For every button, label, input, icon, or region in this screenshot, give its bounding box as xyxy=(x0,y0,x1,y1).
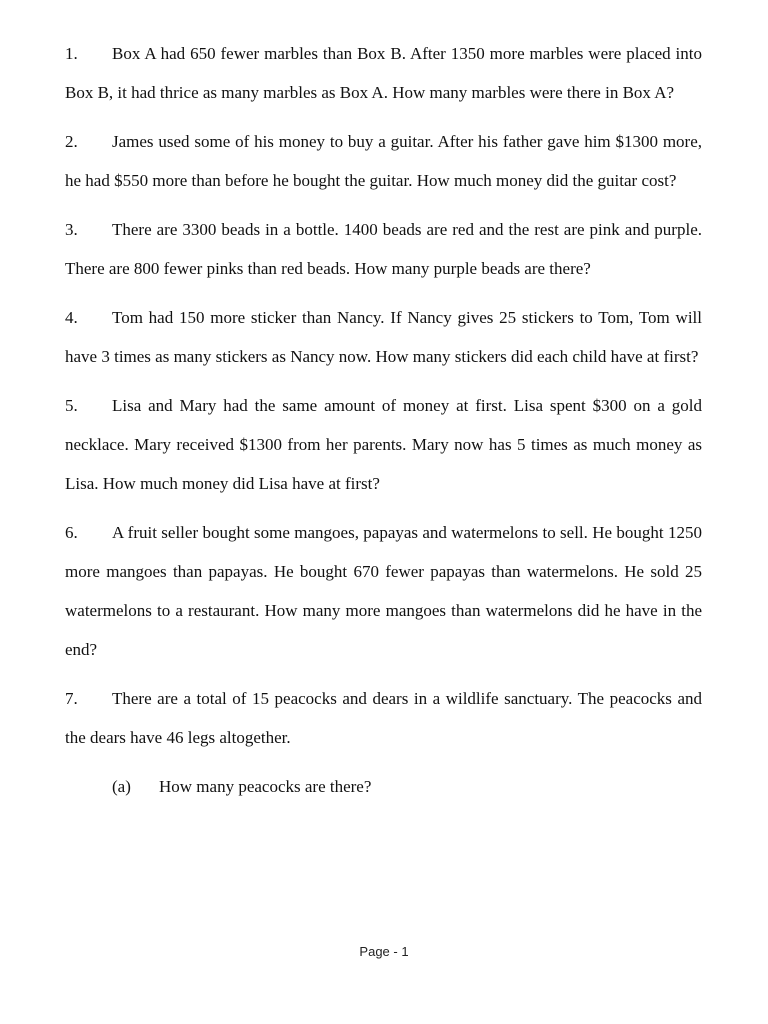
question-number: 6. xyxy=(65,523,78,542)
sub-question-a xyxy=(65,767,702,806)
question-text: There are 3300 beads in a bottle. 1400 beads are red and the rest are pink and purple. There are 800 fewer pinks than red beads. How many purple beads are there? xyxy=(65,220,702,278)
question-1 xyxy=(65,34,702,112)
sub-question-label: (a) xyxy=(112,777,131,796)
question-number: 3. xyxy=(65,220,78,239)
question-text: Tom had 150 more sticker than Nancy. If Nancy gives 25 stickers to Tom, Tom will have 3 times as many stickers as Nancy now. How many stickers did each child have at first? xyxy=(65,308,702,366)
sub-question-text: How many peacocks are there? xyxy=(159,777,372,796)
question-number: 2. xyxy=(65,132,78,151)
question-6 xyxy=(65,513,702,669)
question-text: Lisa and Mary had the same amount of money at first. Lisa spent $300 on a gold necklace. Mary received $1300 from her parents. Mary now has 5 times as much money as Lisa. How much money did Lisa have at first? xyxy=(65,396,702,493)
question-text: Box A had 650 fewer marbles than Box B. After 1350 more marbles were placed into Box B, it had thrice as many marbles as Box A. How many marbles were there in Box A? xyxy=(65,44,702,102)
question-number: 4. xyxy=(65,308,78,327)
question-2 xyxy=(65,122,702,200)
page-number: Page - 1 xyxy=(359,944,409,959)
question-text: A fruit seller bought some mangoes, papayas and watermelons to sell. He bought 1250 more mangoes than papayas. He bought 670 fewer papayas than watermelons. He sold 25 watermelons to a restaurant. How many more mangoes than watermelons did he have in the end? xyxy=(65,523,702,659)
question-number: 1. xyxy=(65,44,78,63)
worksheet-page xyxy=(65,34,702,806)
question-3 xyxy=(65,210,702,288)
question-number: 5. xyxy=(65,396,78,415)
question-7 xyxy=(65,679,702,757)
question-number: 7. xyxy=(65,689,78,708)
question-text: James used some of his money to buy a guitar. After his father gave him $1300 more, he had $550 more than before he bought the guitar. How much money did the guitar cost? xyxy=(65,132,702,190)
question-5 xyxy=(65,386,702,503)
question-text: There are a total of 15 peacocks and dears in a wildlife sanctuary. The peacocks and the dears have 46 legs altogether. xyxy=(65,689,702,747)
question-4 xyxy=(65,298,702,376)
